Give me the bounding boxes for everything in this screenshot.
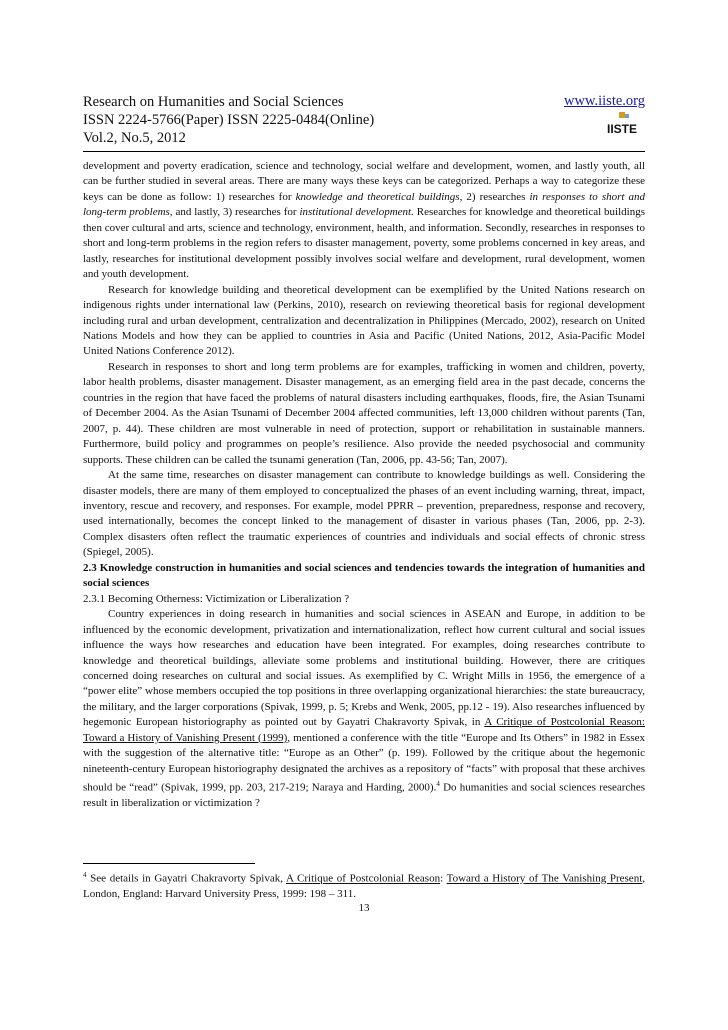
p5-text-c: , mentioned a conference with the title “Europe and Its Others” in 1982 in Essex with the suggestion of the alternative title: “Europe as an Other” (p. 199). Followed by the critique about the hegemonic nineteenth-century European historiography designated the archives as a repository of “facts” with proposal that these archives should be “read” (Spivak, 1999, pp. 203, 217-219; Naraya and Harding, 2000).	[83, 731, 646, 794]
journal-title: Research on Humanities and Social Sciences	[83, 94, 344, 110]
footnote-book-title: A Critique of Postcolonial Reason	[286, 872, 441, 885]
body-text	[83, 159, 645, 812]
footnote-rule	[83, 863, 255, 864]
paragraph-3: Research in responses to short and long term problems are for examples, trafficking in women and children, poverty, labor health problems, disaster management. Disaster management, as an emerging field area in the past decade, concerns the countries in the region that have faced the problems of natural disasters including earthquakes, floods, fire, the Asian Tsunami of December 2004. As the Asian Tsunami of December 2004 affected communities, left 13,000 children without parents (Tan, 2007, p. 44). These children are most vulnerable in need of protection, support or rehabilitation in sustainable manners. Furthermore, build policy and programmes on people’s resilience. Also provide the needed psychosocial and community supports. These children can be called the tsunami generation (Tan, 2006, pp. 43-56; Tan, 2007).	[83, 360, 645, 466]
journal-url-link[interactable]: www.iiste.org	[564, 93, 645, 109]
paragraph-4: At the same time, researches on disaster management can contribute to knowledge buildings as well. Considering the disaster models, there are many of them employed to conceptualized the phases of an event including warning, threat, impact, inventory, rescue and recovery, and responses. For example, model PPRR – prevention, preparedness, response and recovery, used internationally, becomes the concept linked to the management of disaster in various phases (Tan, 2006, pp. 2-3). Complex disasters often reflect the traumatic experiences of countries and individuals and social effects of chronic stress (Spiegel, 2005).	[83, 469, 645, 559]
subsection-heading: 2.3.1 Becoming Otherness: Victimization or Liberalization ?	[83, 592, 350, 605]
p1-italic-institutional: institutional development.	[299, 206, 414, 219]
header-rule	[83, 151, 645, 152]
p1-italic-knowledge: knowledge and theoretical buildings	[295, 190, 460, 203]
footnote-mark: 4	[83, 871, 87, 879]
p1-text-a: development and poverty eradication, science and technology, social welfare and development, women, and lastly youth, all can be further studied in several areas. There are many ways these keys can be categorized. Perhaps a way to categorize these keys can be done as follow: 1) researches for	[83, 160, 645, 203]
p1-text-c: , 2) researches	[459, 190, 530, 203]
p1-italic-responses: in responses to short and long-term problems	[83, 190, 646, 219]
paragraph-2: Research for knowledge building and theoretical development can be exemplified by the United Nations research on indigenous rights under international law (Perkins, 2010), research on reviewing theoretical basis for regional development including rural and urban development, centralization and decentralization in Philippines (Mercado, 2002), research on United Nations Models and how they can be applied to countries in Asia and Pacific (United Nations, 2012, Asia-Pacific Model United Nations Conference 2012).	[83, 283, 645, 358]
footnote-subtitle: Toward a History of The Vanishing Present	[446, 872, 643, 885]
paragraph-1	[83, 159, 645, 283]
volume-line: Vol.2, No.5, 2012	[83, 130, 186, 146]
logo-text: IISTE	[606, 122, 638, 136]
p5-book-title: A Critique of Postcolonial Reason: Toward a History of Vanishing Present (1999)	[83, 716, 645, 744]
p5-text-a: Country experiences in doing research in humanities and social sciences in ASEAN and Europe, in addition to be influenced by the economic development, privatization and internationalization, reflect how current cultural and social issues influence the ways how researches and education have been integrated. For examples, doing researches contribute to knowledge and theoretical buildings, alleviate some problems and institutional building. However, there are critiques concerned doing researches on cultural and social issues. As exemplified by C. Wright Mills in 1956, the emergence of a “power elite” whose members occupied the top positions in three overlapping organizational hierarchies: the state bureaucracy, the military, and the larger corporations (Spivak, 1999, p. 5; Krebs and Wenk, 2005, pp.12 - 19). Also researches influenced by hegemonic European historiography as pointed out by Gayatri Chakravorty Spivak, in	[83, 608, 645, 729]
footnote-text-a: See details in Gayatri Chakravorty Spivak,	[86, 872, 287, 885]
p1-text-e: , and lastly, 3) researches for	[169, 206, 300, 219]
running-header	[83, 93, 645, 147]
p1-text-g: Researches for knowledge and theoretical buildings then cover cultural and arts, science and technology, environment, health, and information. Secondly, researches in responses to short and long-term problems in the region refers to disaster management, poverty, some problems concerned in key areas, and lastly, researches for institutional development possibly involves social welfare and development, rural development, women and youth development.	[83, 206, 646, 281]
issn-line: ISSN 2224-5766(Paper) ISSN 2225-0484(Online)	[83, 112, 375, 128]
footnote-text-c: :	[440, 872, 447, 885]
footnote	[83, 868, 645, 903]
footnote-text-e: , London, England: Harvard University Press, 1999: 198 – 311.	[83, 872, 645, 901]
paragraph-5	[83, 607, 645, 812]
page-number: 13	[358, 902, 370, 914]
section-heading: 2.3 Knowledge construction in humanities and social sciences and tendencies towards the integration of humanities and social sciences	[83, 561, 645, 590]
p5-text-d: Do humanities and social sciences researches result in liberalization or victimization ?	[83, 781, 645, 810]
footnote-reference[interactable]: 4	[436, 780, 440, 789]
iiste-logo-icon	[605, 112, 639, 136]
